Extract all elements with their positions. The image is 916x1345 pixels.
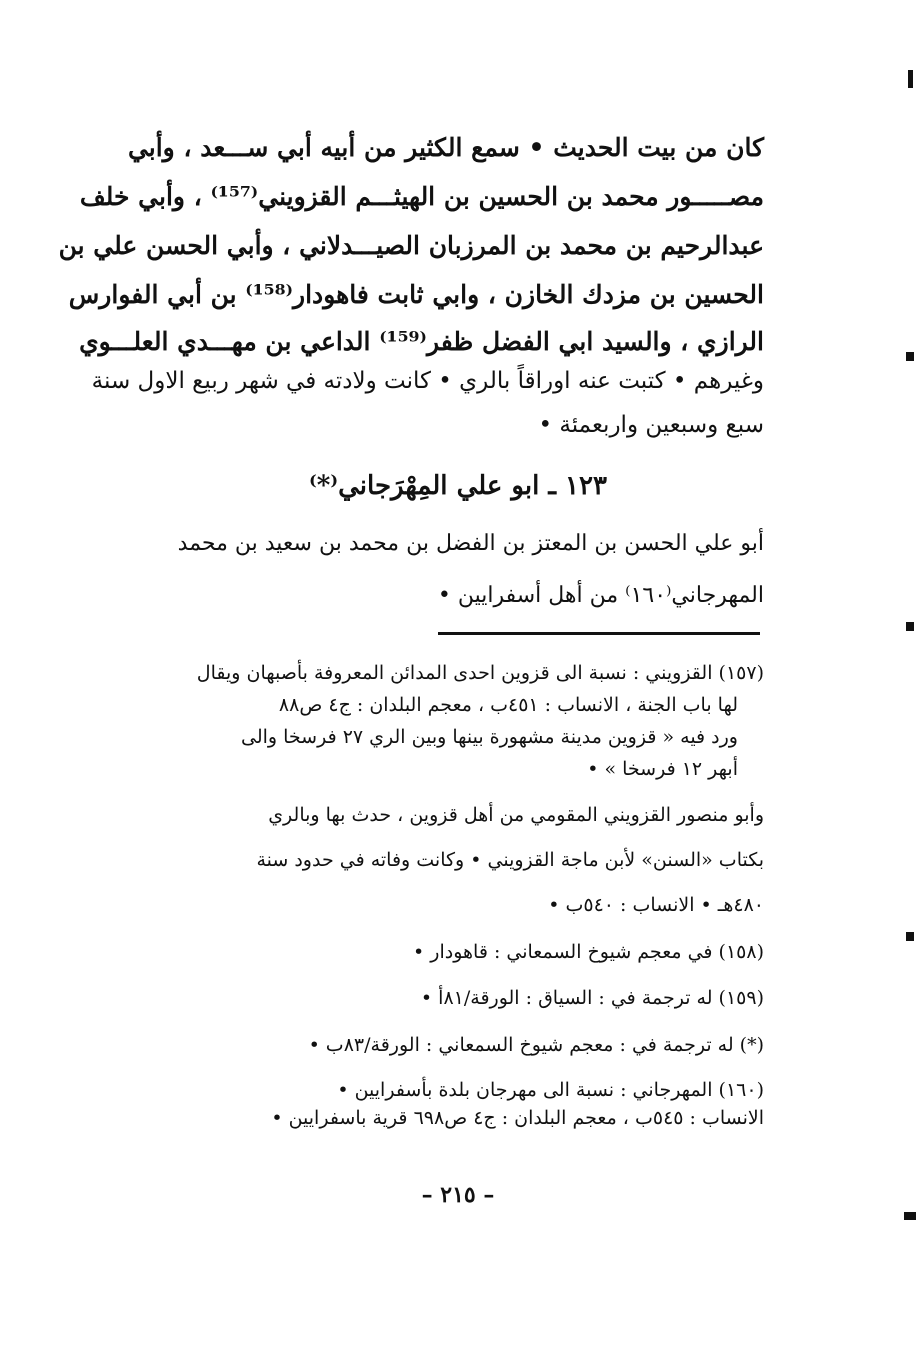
- main-text-line-7: سبع وسبعين واربعمئة •: [538, 412, 764, 438]
- entry-line-1: أبو علي الحسن بن المعتز بن الفضل بن محمد بن سعيد بن محمد: [177, 531, 764, 556]
- footnote-157-line-4: أبهر ١٢ فرسخا » •: [587, 758, 738, 780]
- main-text-line-3: عبدالرحيم بن محمد بن المرزبان الصيـــدلاني ، وأبي الحسن علي بن: [58, 231, 764, 260]
- scan-edge-mark: [904, 1212, 916, 1220]
- footnote-160-line-1: (١٦٠) المهرجاني : نسبة الى مهرجان بلدة بأسفرايين •: [337, 1079, 764, 1101]
- footnote-157-line-3: ورد فيه « قزوين مدينة مشهورة بينها وبين الري ٢٧ فرسخا والى: [241, 726, 738, 748]
- footnote-157-line-5: وأبو منصور القزويني المقومي من أهل قزوين ، حدث بها وبالري: [268, 804, 764, 826]
- main-text-line-2: مصـــــور محمد بن الحسين بن الهيثـــم القزويني⁽¹⁵⁷⁾ ، وأبي خلف: [79, 182, 764, 211]
- footnote-157-line-7: ٤٨٠هـ • الانساب : ٥٤٠ب •: [548, 894, 764, 916]
- footnote-157-line-6: بكتاب «السنن» لأبن ماجة القزويني • وكانت وفاته في حدود سنة: [256, 849, 764, 871]
- scan-edge-mark: [908, 70, 913, 88]
- footnote-160-line-2: الانساب : ٥٤٥ب ، معجم البلدان : ج٤ ص٦٩٨ قرية باسفرايين •: [271, 1107, 764, 1129]
- main-text-line-5: الرازي ، والسيد ابي الفضل ظفر⁽¹⁵⁹⁾ الداعي بن مهـــدي العلـــوي: [79, 327, 764, 356]
- footnote-159: (١٥٩) له ترجمة في : السياق : الورقة/٨١أ •: [420, 987, 764, 1009]
- entry-line-2: المهرجاني⁽١٦٠⁾ من أهل أسفرايين •: [437, 583, 764, 608]
- page-number: – ٢١٥ –: [421, 1182, 495, 1208]
- scan-edge-mark: [906, 352, 914, 361]
- footnote-separator: [438, 632, 760, 635]
- footnote-158: (١٥٨) في معجم شيوخ السمعاني : قاهودار •: [413, 941, 764, 963]
- main-text-line-6: وغيرهم • كتبت عنه اوراقاً بالري • كانت ولادته في شهر ربيع الاول سنة: [91, 368, 764, 394]
- scan-edge-mark: [906, 622, 914, 631]
- scan-edge-mark: [906, 932, 914, 941]
- footnote-157-line-2: لها باب الجنة ، الانساب : ٤٥١ب ، معجم البلدان : ج٤ ص٨٨: [278, 694, 738, 716]
- section-heading: ١٢٣ ـ ابو علي المِهْرَجاني⁽*⁾: [309, 471, 607, 501]
- main-text-line-1: كان من بيت الحديث • سمع الكثير من أبيه أبي ســـعد ، وأبي: [127, 133, 764, 162]
- footnote-157-line-1: (١٥٧) القزويني : نسبة الى قزوين احدى المدائن المعروفة بأصبهان ويقال: [196, 662, 764, 684]
- main-text-line-4: الحسين بن مزدك الخازن ، وابي ثابت فاهودار⁽¹⁵⁸⁾ بن أبي الفوارس: [68, 280, 764, 309]
- footnote-star: (*) له ترجمة في : معجم شيوخ السمعاني : الورقة/٨٣ب •: [308, 1034, 764, 1056]
